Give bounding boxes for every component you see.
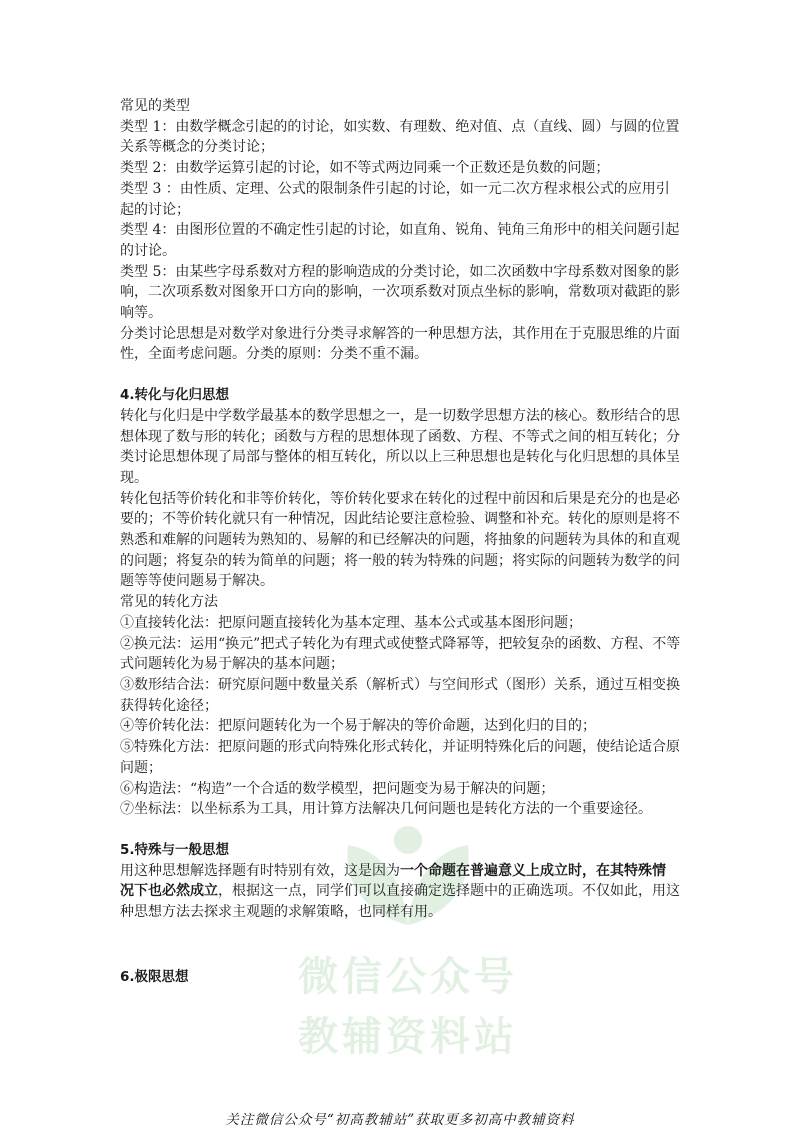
text-line: 题等等使问题易于解决。 — [120, 573, 274, 590]
text-line: 的讨论。 — [120, 242, 176, 259]
page-footer: 关注微信公众号“初高教辅站”获取更多初高中教辅资料 — [225, 1112, 575, 1128]
section-heading: 4.转化与化归思想 — [120, 387, 230, 404]
text-line: 类讨论思想体现了局部与整体的相互转化，所以以上三种思想也是转化与化归思想的具体呈 — [120, 449, 680, 466]
text-line: ⑤特殊化方法：把原问题的形式向特殊化形式转化，并证明特殊化后的问题，使结论适合原 — [120, 739, 680, 756]
text-line: 类型 4：由图形位置的不确定性引起的讨论，如直角、锐角、钝角三角形中的相关问题引起 — [120, 222, 680, 239]
text-line — [120, 881, 690, 902]
watermark-line-2: 教辅资料站 — [298, 1014, 518, 1060]
text-line: 的问题；将复杂的转为简单的问题；将一般的转为特殊的问题；将实际的问题转为数学的问 — [120, 552, 680, 569]
text-line: 关系等概念的分类讨论； — [120, 139, 274, 156]
text-line: ③数形结合法：研究原问题中数量关系（解析式）与空间形式（图形）关系，通过互相变换 — [120, 676, 680, 693]
text-run: 用这种思想解选择题有时特别有效，这是因为 — [120, 862, 400, 879]
text-line: ⑦坐标法：以坐标系为工具，用计算方法解决几何问题也是转化方法的一个重要途径。 — [120, 801, 652, 818]
bold-text-run: 一个命题在普遍意义上成立时，在其特殊情 — [400, 862, 666, 879]
text-line: 类型 5：由某些字母系数对方程的影响造成的分类讨论，如二次函数中字母系数对图象的影 — [120, 263, 680, 280]
text-line: 分类讨论思想是对数学对象进行分类寻求解答的一种思想方法，其作用在于克服思维的片面 — [120, 325, 680, 342]
watermark-line-1: 微信公众号 — [298, 954, 518, 1000]
document-body — [120, 96, 690, 987]
section-title: 常见的类型 — [120, 98, 190, 114]
text-line: ⑥构造法：“构造”一个合适的数学模型，把问题变为易于解决的问题； — [120, 780, 555, 797]
text-line: 转化与化归是中学数学最基本的数学思想之一，是一切数学思想方法的核心。数形结合的思 — [120, 407, 680, 424]
text-line: ①直接转化法：把原问题直接转化为基本定理、基本公式或基本图形问题； — [120, 614, 582, 631]
text-line: 响等。 — [120, 305, 162, 322]
text-line: 熟悉和难解的问题转为熟知的、易解的和已经解决的问题，将抽象的问题转为具体的和直观 — [120, 532, 680, 549]
text-line: 响，二次项系数对图象开口方向的影响，一次项系数对顶点坐标的影响，常数项对截距的影 — [120, 284, 680, 301]
text-line: 获得转化途径； — [120, 697, 218, 714]
text-line: ④等价转化法：把原问题转化为一个易于解决的等价命题，达到化归的目的； — [120, 718, 596, 735]
bold-text-run: 况下也必然成立 — [120, 883, 218, 900]
text-line: 类型 2：由数学运算引起的讨论，如不等式两边同乘一个正数还是负数的问题； — [120, 160, 610, 177]
text-line: 类型 3 ：由性质、定理、公式的限制条件引起的讨论，如一元二次方程求根公式的应用引 — [120, 180, 670, 197]
text-line: 问题； — [120, 759, 162, 776]
text-line — [120, 861, 690, 882]
text-line: 常见的转化方法 — [120, 594, 218, 611]
text-run: ，根据这一点，同学们可以直接确定选择题中的正确选项。不仅如此，用这 — [218, 883, 680, 900]
text-line: 起的讨论； — [120, 201, 190, 218]
text-line: 式问题转化为易于解决的基本问题； — [120, 656, 344, 673]
text-line: 类型 1：由数学概念引起的的讨论，如实数、有理数、绝对值、点（直线、圆）与圆的位置 — [120, 118, 680, 135]
text-line: 种思想方法去探求主观题的求解策略，也同样有用。 — [120, 904, 442, 921]
text-line: 性，全面考虑问题。分类的原则：分类不重不漏。 — [120, 346, 428, 363]
text-line: 转化包括等价转化和非等价转化，等价转化要求在转化的过程中前因和后果是充分的也是必 — [120, 490, 680, 507]
text-line: 想体现了数与形的转化；函数与方程的思想体现了函数、方程、不等式之间的相互转化；分 — [120, 428, 680, 445]
text-line: 要的；不等价转化就只有一种情况，因此结论要注意检验、调整和补充。转化的原则是将不 — [120, 511, 680, 528]
section-heading: 5.特殊与一般思想 — [120, 841, 230, 858]
text-line: ②换元法：运用“换元”把式子转化为有理式或使整式降幂等，把较复杂的函数、方程、不等 — [120, 635, 681, 652]
section-heading: 6.极限思想 — [120, 968, 189, 985]
text-line: 现。 — [120, 469, 148, 486]
